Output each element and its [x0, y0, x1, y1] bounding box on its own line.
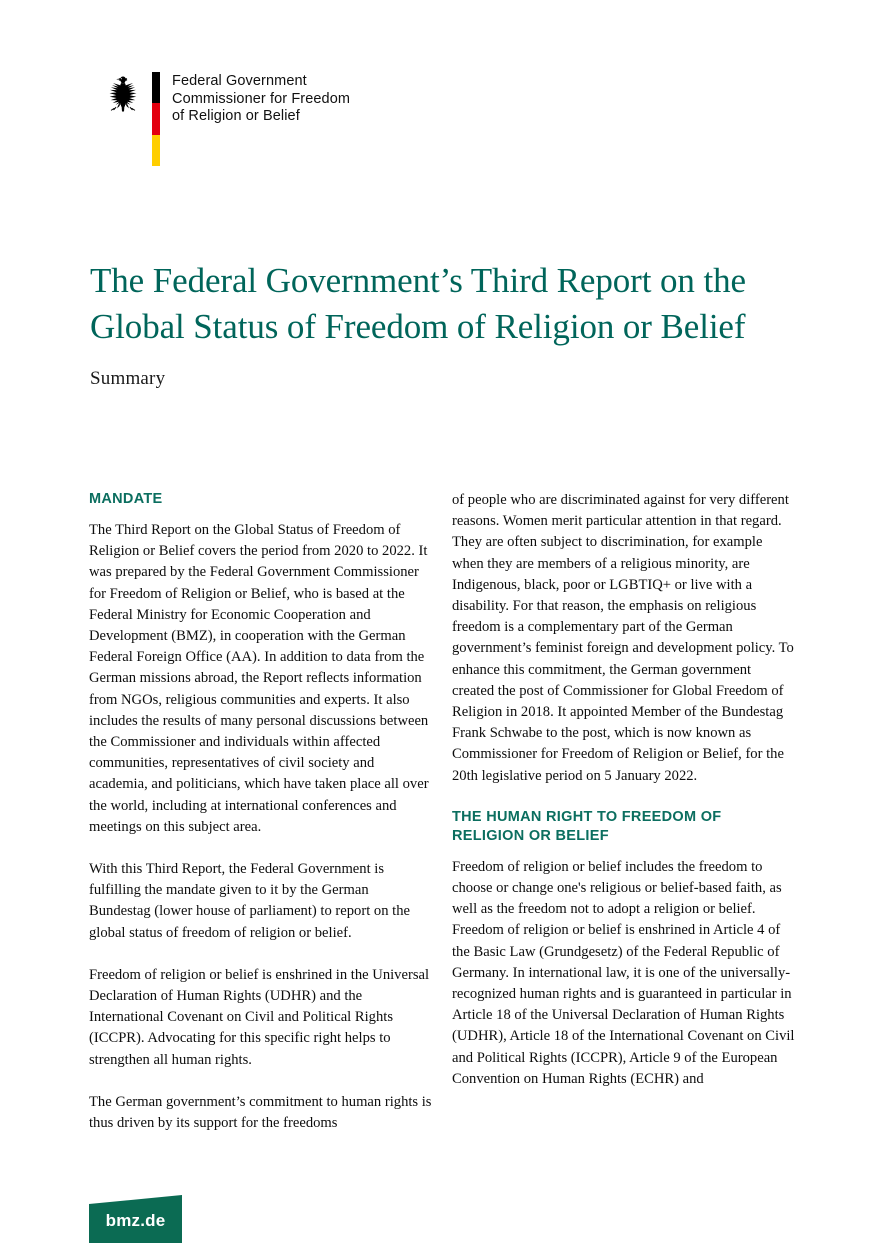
- paragraph: The Third Report on the Global Status of Freedom of Religion or Belief covers the period from 2020 to 2022. It was prepared by the Federal Government Commissioner for Freedom of Religion or Belief, who is based at the Federal Ministry for Economic Cooperation and Development (BMZ), in cooperation with the German Federal Foreign Office (AA). In addition to data from the German missions abroad, the Report reflects information from NGOs, religious communities and experts. It also includes the results of many personal discussions between the Commissioner and individuals within affected communities, representatives of civil society and academia, and politicians, which have taken place all over the world, including at international conferences and meetings on this subject area.: [89, 522, 429, 835]
- paragraph: Freedom of religion or belief includes the freedom to choose or change one's religious or belief-based faith, as well as the freedom not to adopt a religion or belief. Freedom of religion or belief is enshrined in Article 4 of the Basic Law (Grundgesetz) of the Federal Republic of Germany. In international law, it is one of the universally-recognized human rights and is guaranteed in particular in Article 18 of the Universal Declaration of Human Rights (UDHR), Article 18 of the International Covenant on Civil and Political Rights (ICCPR), Article 9 of the European Convention on Human Rights (ECHR) and: [452, 858, 795, 1087]
- flag-stripe-gold: [152, 135, 160, 166]
- section-heading-mandate: MANDATE: [89, 491, 163, 507]
- paragraph: Freedom of religion or belief is enshrined in the Universal Declaration of Human Rights (UDHR) and the International Covenant on Civil and Political Rights (ICCPR). Advocating for this specific right helps to strengthen all human rights.: [89, 966, 430, 1068]
- flag-stripe-red: [152, 103, 160, 134]
- title-block: [90, 258, 790, 390]
- paragraph: The German government’s commitment to human rights is thus driven by its support for the freedoms: [89, 1093, 432, 1132]
- section-heading-human-right: THE HUMAN RIGHT TO FREEDOM OF RELIGION OR BELIEF: [452, 808, 722, 844]
- federal-government-logo-lockup: [98, 72, 350, 166]
- german-federal-eagle-icon: [98, 74, 148, 124]
- logo-wordmark-line-3: of Religion or Belief: [172, 108, 300, 124]
- german-flag-bar-icon: [152, 72, 160, 166]
- column-left: [89, 490, 432, 1134]
- bmz-de-logo-text: bmz.de: [105, 1210, 166, 1230]
- logo-wordmark-line-2: Commissioner for Freedom: [172, 90, 351, 107]
- bmz-de-logo[interactable]: [89, 1195, 182, 1243]
- paragraph: With this Third Report, the Federal Government is fulfilling the mandate given to it by the German Bundestag (lower house of parliament) to report on the global status of freedom of religion or belief.: [89, 861, 410, 941]
- logo-wordmark-line-1: Federal Government: [172, 73, 307, 89]
- flag-stripe-black: [152, 72, 160, 103]
- logo-wordmark: [172, 72, 350, 126]
- article-columns: [89, 490, 795, 1134]
- page-title: The Federal Government’s Third Report on the Global Status of Freedom of Religion or Belief: [90, 261, 746, 346]
- column-right: [452, 490, 795, 1134]
- page-subtitle: Summary: [90, 368, 166, 389]
- paragraph-continuation: of people who are discriminated against for very different reasons. Women merit particular attention in that regard. They are often subject to discrimination, for example when they are members of a religious minority, are Indigenous, black, poor or LGBTIQ+ or live with a disability. For that reason, the emphasis on religious freedom is a complementary part of the German government’s feminist foreign and development policy. To enhance this commitment, the German government created the post of Commissioner for Global Freedom of Religion in 2018. It appointed Member of the Bundestag Frank Schwabe to the post, which is now known as Commissioner for Freedom of Religion or Belief, for the 20th legislative period on 5 January 2022.: [452, 492, 794, 784]
